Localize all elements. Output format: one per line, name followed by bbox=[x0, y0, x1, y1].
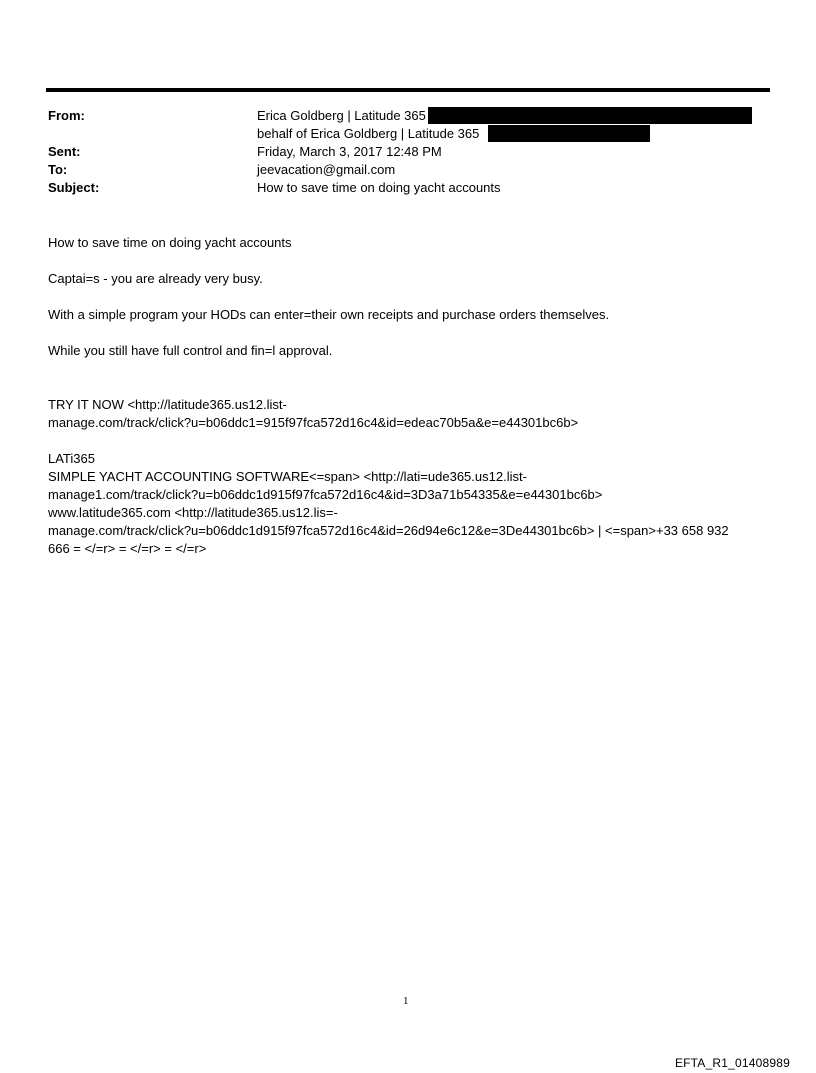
body-line: How to save time on doing yacht accounts bbox=[48, 235, 292, 250]
from-behalf-value: behalf of Erica Goldberg | Latitude 365 bbox=[257, 126, 480, 141]
try-it-now-link: TRY IT NOW <http://latitude365.us12.list- bbox=[48, 397, 287, 412]
from-value: Erica Goldberg | Latitude 365 bbox=[257, 108, 426, 123]
document-id: EFTA_R1_01408989 bbox=[674, 1056, 790, 1070]
subject-label: Subject: bbox=[48, 180, 100, 195]
to-value: jeevacation@gmail.com bbox=[257, 162, 396, 177]
subject-value: How to save time on doing yacht accounts bbox=[257, 180, 501, 195]
signature-line: manage1.com/track/click?u=b06ddc1d915f97fca572d16c4&id=3D3a71b54335&e=e44301bc6b> bbox=[48, 487, 603, 502]
from-label: From: bbox=[48, 108, 85, 123]
try-it-now-url: manage.com/track/click?u=b06ddc1=915f97fca572d16c4&id=edeac70b5a&e=e44301bc6b> bbox=[48, 415, 579, 430]
sent-label: Sent: bbox=[48, 144, 81, 159]
redaction-bar bbox=[428, 107, 752, 124]
page-number: 1 bbox=[403, 995, 409, 1007]
to-label: To: bbox=[48, 162, 68, 177]
header-rule bbox=[46, 88, 770, 92]
body-line: With a simple program your HODs can enter=their own receipts and purchase orders themselves. bbox=[48, 307, 610, 322]
signature-line: www.latitude365.com <http://latitude365.us12.lis=- bbox=[48, 505, 338, 520]
signature-brand: LATi365 bbox=[48, 451, 95, 466]
signature-line: manage.com/track/click?u=b06ddc1d915f97fca572d16c4&id=26d94e6c12&e=3De44301bc6b> | <=span>+33 658 932 bbox=[48, 523, 729, 538]
redaction-bar bbox=[488, 125, 650, 142]
signature-line: SIMPLE YACHT ACCOUNTING SOFTWARE<=span> <http://lati=ude365.us12.list- bbox=[48, 469, 527, 484]
body-line: While you still have full control and fin=l approval. bbox=[48, 343, 333, 358]
body-line: Captai=s - you are already very busy. bbox=[48, 271, 263, 286]
signature-line: 666 = </=r> = </=r> = </=r> bbox=[48, 541, 207, 556]
sent-value: Friday, March 3, 2017 12:48 PM bbox=[257, 144, 442, 159]
